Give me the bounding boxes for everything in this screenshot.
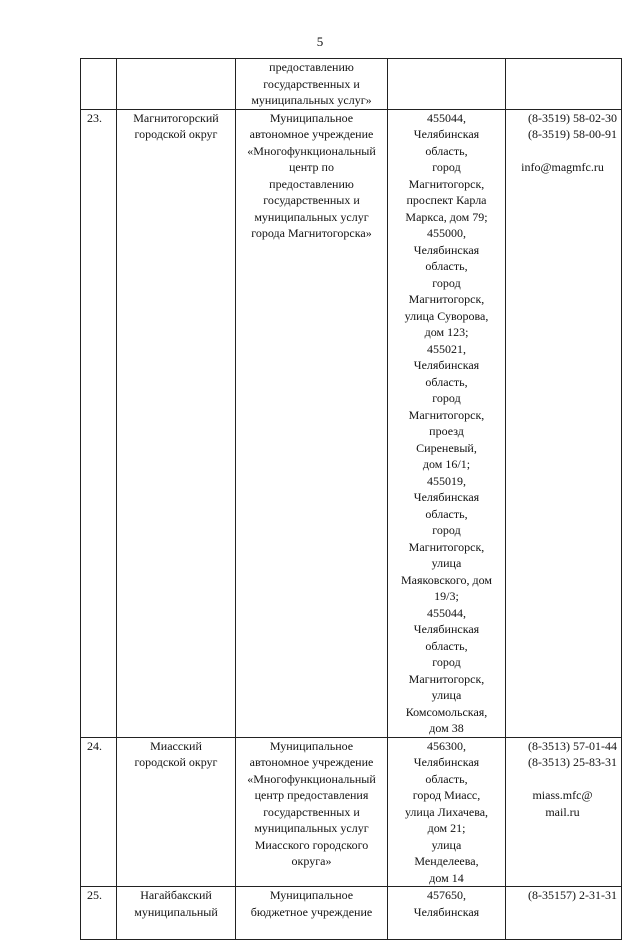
address-line: Комсомольская, (405, 704, 488, 719)
name-line: муниципальных услуг (254, 209, 369, 224)
name-line: города Магнитогорска» (251, 226, 372, 240)
cell-name (236, 737, 388, 887)
address-line: Маркса, дом 79; (405, 209, 488, 224)
cell-address (388, 109, 506, 737)
district-line: Нагайбакский (140, 888, 212, 902)
address-line: Магнитогорск, (408, 539, 485, 554)
name-line: муниципальных услуг (254, 821, 369, 835)
table-row-continuation (81, 59, 622, 110)
name-line: Муниципальное (269, 888, 354, 902)
cell-contacts (506, 59, 622, 110)
address-line: область, (425, 771, 468, 786)
address-line: область, (425, 374, 468, 389)
address-line: город (432, 523, 461, 537)
cell-name (236, 109, 388, 737)
address-line: Челябинская (413, 242, 480, 257)
name-line: автономное учреждение (249, 127, 374, 141)
address-line: город (432, 655, 461, 669)
name-line: государственных и (263, 76, 360, 91)
name-line: предоставлению (269, 60, 354, 74)
name-line: округа» (291, 854, 332, 868)
address-line: Челябинская (413, 490, 480, 504)
name-line: «Многофункциональный (247, 143, 376, 158)
row-number: 23. (81, 109, 117, 737)
cell-address (388, 887, 506, 940)
address-line: дом 123; (424, 325, 469, 339)
address-line: Челябинская (413, 622, 480, 636)
phone-number: (8-3513) 57-01-44 (528, 738, 617, 753)
address-line: Челябинская (413, 904, 480, 919)
address-line: Магнитогорск, (408, 176, 485, 191)
name-line: автономное учреждение (249, 755, 374, 769)
table-row (81, 109, 622, 737)
cell-district (117, 737, 236, 887)
name-line: центр предоставления (254, 788, 369, 802)
address-line: дом 14 (429, 870, 464, 885)
cell-contacts (506, 737, 622, 887)
district-line: городской округ (134, 127, 218, 141)
district-line: городской округ (134, 755, 218, 769)
address-line: область, (425, 259, 468, 273)
address-line: Менделеева, (414, 854, 479, 868)
address-line: 455044, (427, 605, 466, 620)
address-line: 455019, (427, 473, 466, 488)
row-number: 24. (81, 737, 117, 887)
address-line: улица (431, 688, 462, 702)
email-address: mail.ru (545, 804, 580, 819)
address-line: улица Лихачева, (404, 804, 489, 819)
district-line: Миасский (150, 738, 202, 753)
email-address: miass.mfc@ (532, 788, 593, 802)
address-line: проезд (429, 424, 464, 438)
email-address: info@magmfc.ru (521, 160, 604, 174)
name-line: Муниципальное (269, 110, 354, 125)
address-line: 19/3; (434, 589, 459, 603)
cell-district (117, 887, 236, 940)
name-line: государственных и (263, 193, 360, 207)
name-line: муниципальных услуг» (251, 93, 372, 107)
address-line: город (432, 275, 461, 290)
address-line: город (432, 391, 461, 405)
table-row (81, 737, 622, 887)
address-line: 456300, (427, 738, 466, 753)
district-line: Магнитогорский (133, 110, 219, 125)
address-line: Магнитогорск, (408, 407, 485, 422)
address-line: Магнитогорск, (408, 671, 485, 686)
district-line: муниципальный (134, 904, 218, 919)
address-line: Челябинская (413, 755, 480, 769)
name-line: государственных и (263, 804, 360, 819)
name-line: центр по (289, 160, 334, 174)
address-line: Маяковского, дом (401, 572, 492, 587)
address-line: Челябинская (413, 358, 480, 372)
spacer (508, 771, 617, 788)
address-line: улица Суворова, (404, 308, 489, 323)
cell-name (236, 59, 388, 110)
address-line: область, (425, 506, 468, 521)
spacer (508, 143, 617, 160)
address-line: Магнитогорск, (408, 292, 485, 306)
cell-district (117, 59, 236, 110)
cell-district (117, 109, 236, 737)
mfc-table (80, 58, 622, 940)
table-body (81, 59, 622, 940)
address-line: 455021, (427, 341, 466, 356)
page-number: 5 (316, 34, 324, 49)
cell-contacts (506, 109, 622, 737)
name-line: предоставлению (269, 176, 354, 191)
address-line: город (432, 160, 461, 174)
name-line: Миасского городского (254, 837, 369, 852)
address-line: Сиреневый, (416, 440, 477, 455)
table-row (81, 887, 622, 940)
name-line: Муниципальное (269, 738, 354, 753)
address-line: дом 16/1; (422, 457, 471, 471)
address-line: проспект Карла (406, 193, 487, 207)
address-line: 455044, (427, 110, 466, 125)
phone-number: (8-3513) 25-83-31 (528, 755, 617, 769)
address-line: область, (425, 638, 468, 653)
address-line: 455000, (427, 226, 466, 240)
address-line: Челябинская (413, 127, 480, 141)
address-line: область, (425, 143, 468, 158)
cell-address (388, 59, 506, 110)
cell-name (236, 887, 388, 940)
address-line: город Миасс, (412, 788, 481, 802)
name-line: «Многофункциональный (247, 771, 376, 786)
cell-contacts (506, 887, 622, 940)
address-line: улица (431, 837, 462, 852)
address-line: дом 38 (429, 721, 464, 735)
cell-num (81, 59, 117, 110)
phone-number: (8-3519) 58-02-30 (528, 110, 617, 125)
phone-number: (8-3519) 58-00-91 (528, 127, 617, 141)
phone-number: (8-35157) 2-31-31 (528, 888, 617, 902)
address-line: улица (431, 556, 462, 570)
row-number: 25. (81, 887, 117, 940)
address-line: дом 21; (427, 821, 466, 835)
name-line: бюджетное учреждение (250, 904, 373, 919)
address-line: 457650, (427, 888, 466, 902)
cell-address (388, 737, 506, 887)
